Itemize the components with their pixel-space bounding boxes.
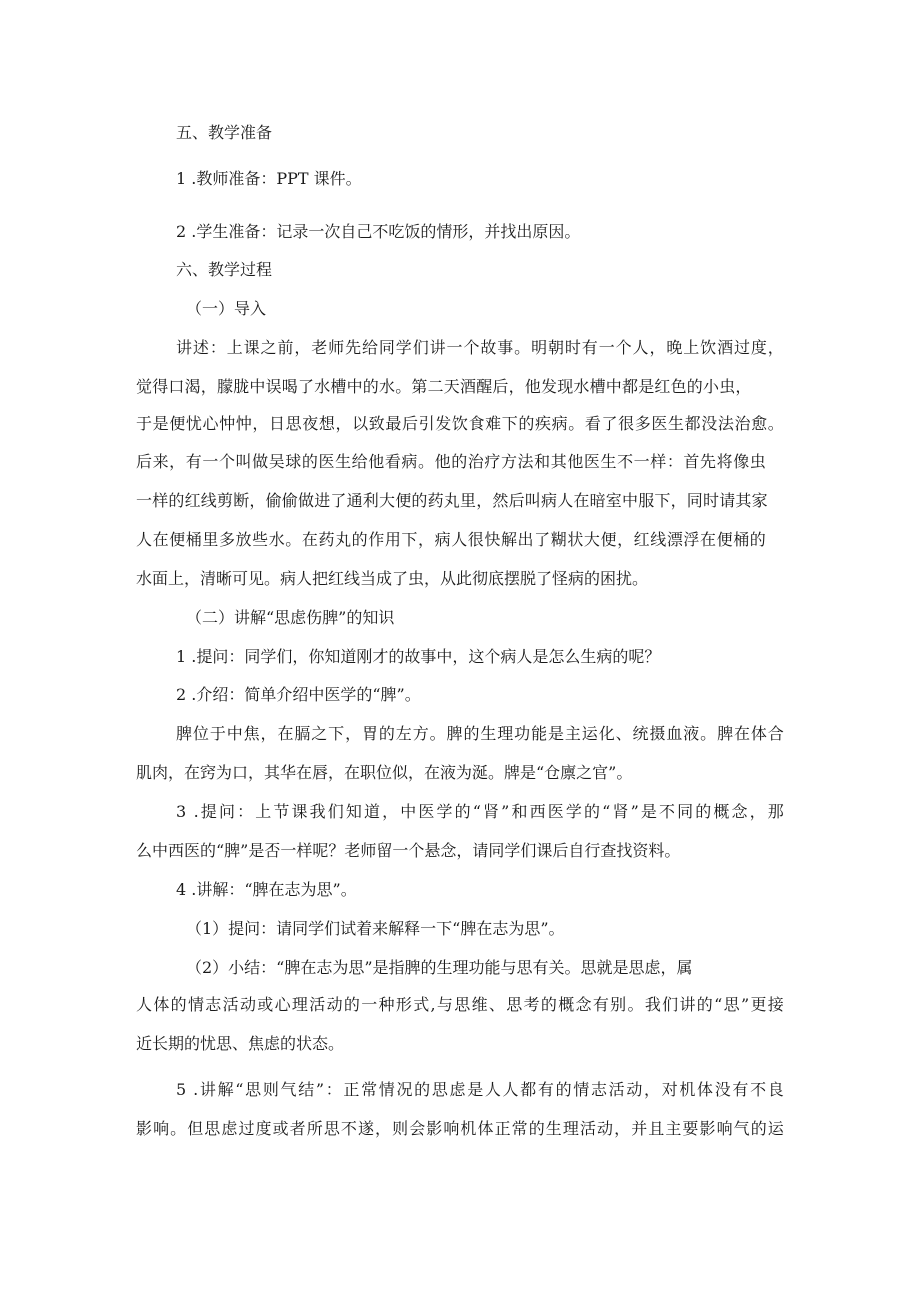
knowledge-item-3-line: 3 .提问：上节课我们知道，中医学的“肾”和西医学的“肾”是不同的概念，那 (176, 802, 784, 821)
intro-story-line: 一样的红线剪断，偷偷做进了通利大便的药丸里，然后叫病人在暗室中服下，同时请其家 (136, 491, 768, 510)
spleen-description-line: 肌肉，在窍为口，其华在唇，在职位似，在液为涎。牌是“仓廪之官”。 (136, 763, 633, 782)
subheading-intro: （一）导入 (186, 299, 267, 318)
knowledge-item-4-sub-2-line: 人体的情志活动或心理活动的一种形式,与思维、思考的概念有别。我们讲的“思”更接 (136, 995, 784, 1014)
prep-item-student: 2 .学生准备：记录一次自己不吃饭的情形，并找出原因。 (176, 222, 581, 241)
knowledge-item-4-sub-2-line: （2）小结：“脾在志为思”是指脾的生理功能与思有关。思就是思虑，属 (186, 958, 693, 977)
knowledge-item-3-line: 么中西医的“脾”是否一样呢？老师留一个悬念，请同学们课后自行查找资料。 (136, 841, 681, 860)
spleen-description-line: 脾位于中焦，在膈之下，胃的左方。脾的生理功能是主运化、统摄血液。脾在体合 (176, 724, 784, 743)
intro-story-line: 觉得口渴，朦胧中误喝了水槽中的水。第二天酒醒后，他发现水槽中都是红色的小虫， (136, 377, 752, 396)
intro-story-line: 讲述：上课之前，老师先给同学们讲一个故事。明朝时有一个人，晚上饮酒过度， (176, 338, 784, 357)
intro-story-line: 水面上，清晰可见。病人把红线当成了虫，从此彻底摆脱了怪病的困扰。 (136, 569, 649, 588)
intro-story-line: 人在便桶里多放些水。在药丸的作用下，病人很快解出了糊状大便，红线漂浮在便桶的 (136, 530, 766, 549)
prep-item-teacher: 1 .教师准备：PPT 课件。 (176, 169, 362, 188)
knowledge-item-2: 2 .介绍：简单介绍中医学的“脾”。 (176, 685, 421, 704)
section-heading-teaching-prep: 五、教学准备 (176, 123, 273, 142)
knowledge-item-5-line: 影响。但思虑过度或者所思不遂，则会影响机体正常的生理活动，并且主要影响气的运 (136, 1119, 784, 1138)
section-heading-teaching-process: 六、教学过程 (176, 260, 273, 279)
knowledge-item-4: 4 .讲解：“脾在志为思”。 (176, 880, 357, 899)
intro-story-line: 于是便忧心忡忡，日思夜想，以致最后引发饮食难下的疾病。看了很多医生都没法治愈。 (136, 414, 784, 433)
subheading-knowledge: （二）讲解“思虑伤脾”的知识 (186, 608, 395, 627)
knowledge-item-4-sub-2-line: 近长期的忧思、焦虑的状态。 (136, 1034, 345, 1053)
intro-story-line: 后来，有一个叫做吴球的医生给他看病。他的治疗方法和其他医生不一样：首先将像虫 (136, 452, 766, 471)
knowledge-item-5-line: 5 .讲解“思则气结”：正常情况的思虑是人人都有的情志活动，对机体没有不良 (176, 1080, 784, 1099)
knowledge-item-1: 1 .提问：同学们，你知道刚才的故事中，这个病人是怎么生病的呢？ (176, 647, 661, 666)
knowledge-item-4-sub-1: （1）提问：请同学们试着来解释一下“脾在志为思”。 (186, 919, 565, 938)
